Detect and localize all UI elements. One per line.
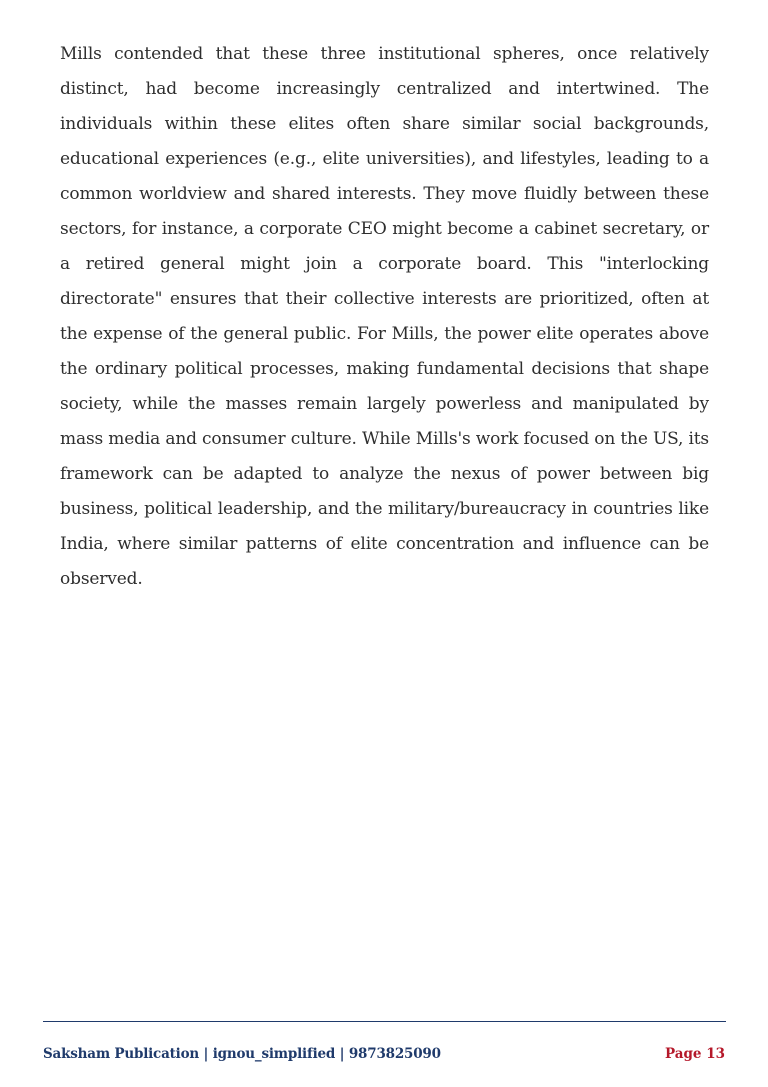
footer-divider	[43, 1021, 726, 1022]
page-number: Page 13	[664, 1046, 725, 1062]
footer-publisher-info: Saksham Publication | ignou_simplified | 9873825090	[43, 1046, 441, 1062]
body-paragraph: Mills contended that these three institutional spheres, once relatively distinct, had become increasingly centralized and intertwined. The individuals within these elites often share similar social backgrounds, educational experiences (e.g., elite universities), and lifestyles, leading to a common worldview and shared interests. They move fluidly between these sectors, for instance, a corporate CEO might become a cabinet secretary, or a retired general might join a corporate board. This "interlocking directorate" ensures that their collective interests are prioritized, often at the expense of the general public. For Mills, the power elite operates above the ordinary political processes, making fundamental decisions that shape society, while the masses remain largely powerless and manipulated by mass media and consumer culture. While Mills's work focused on the US, its framework can be adapted to analyze the nexus of power between big business, political leadership, and the military/bureaucracy in countries like India, where similar patterns of elite concentration and influence can be observed.	[60, 44, 709, 589]
